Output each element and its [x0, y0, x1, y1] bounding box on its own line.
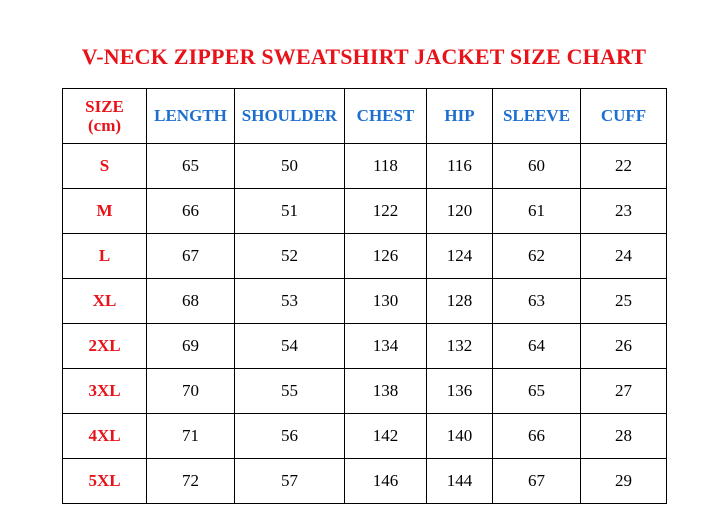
table-row — [63, 189, 667, 234]
table-row — [63, 324, 667, 369]
cell-chest: 134 — [345, 324, 427, 369]
cell-chest: 142 — [345, 414, 427, 459]
cell-length: 66 — [147, 189, 235, 234]
cell-length: 68 — [147, 279, 235, 324]
table-row — [63, 234, 667, 279]
cell-cuff: 23 — [581, 189, 667, 234]
cell-shoulder: 56 — [235, 414, 345, 459]
cell-sleeve: 66 — [493, 414, 581, 459]
cell-sleeve: 61 — [493, 189, 581, 234]
cell-sleeve: 62 — [493, 234, 581, 279]
cell-shoulder: 53 — [235, 279, 345, 324]
cell-hip: 140 — [427, 414, 493, 459]
cell-chest: 126 — [345, 234, 427, 279]
size-chart-table — [62, 88, 667, 504]
cell-size: M — [63, 189, 147, 234]
cell-sleeve: 65 — [493, 369, 581, 414]
table-row — [63, 414, 667, 459]
table-row — [63, 459, 667, 504]
cell-size: XL — [63, 279, 147, 324]
cell-length: 72 — [147, 459, 235, 504]
cell-sleeve: 64 — [493, 324, 581, 369]
cell-cuff: 24 — [581, 234, 667, 279]
table-header-row — [63, 89, 667, 144]
column-header-hip: HIP — [427, 89, 493, 144]
cell-size: L — [63, 234, 147, 279]
cell-shoulder: 52 — [235, 234, 345, 279]
cell-hip: 120 — [427, 189, 493, 234]
cell-cuff: 26 — [581, 324, 667, 369]
table-row — [63, 369, 667, 414]
cell-shoulder: 54 — [235, 324, 345, 369]
cell-shoulder: 55 — [235, 369, 345, 414]
cell-hip: 116 — [427, 144, 493, 189]
cell-size: 3XL — [63, 369, 147, 414]
cell-size: 4XL — [63, 414, 147, 459]
column-header-size — [63, 89, 147, 144]
page-title: V-NECK ZIPPER SWEATSHIRT JACKET SIZE CHART — [81, 44, 647, 69]
cell-cuff: 27 — [581, 369, 667, 414]
cell-chest: 130 — [345, 279, 427, 324]
cell-length: 67 — [147, 234, 235, 279]
cell-length: 70 — [147, 369, 235, 414]
cell-size: 2XL — [63, 324, 147, 369]
cell-shoulder: 50 — [235, 144, 345, 189]
cell-chest: 138 — [345, 369, 427, 414]
column-header-length: LENGTH — [147, 89, 235, 144]
size-chart-table-wrapper — [62, 88, 666, 504]
cell-hip: 144 — [427, 459, 493, 504]
table-header — [63, 89, 667, 144]
column-header-size-line1: SIZE — [85, 96, 124, 116]
cell-length: 69 — [147, 324, 235, 369]
table-body — [63, 144, 667, 504]
cell-size: 5XL — [63, 459, 147, 504]
cell-sleeve: 67 — [493, 459, 581, 504]
cell-length: 65 — [147, 144, 235, 189]
cell-hip: 128 — [427, 279, 493, 324]
table-row — [63, 279, 667, 324]
cell-chest: 146 — [345, 459, 427, 504]
cell-chest: 118 — [345, 144, 427, 189]
cell-shoulder: 57 — [235, 459, 345, 504]
column-header-chest: CHEST — [345, 89, 427, 144]
cell-chest: 122 — [345, 189, 427, 234]
table-row — [63, 144, 667, 189]
cell-cuff: 28 — [581, 414, 667, 459]
cell-cuff: 25 — [581, 279, 667, 324]
cell-size: S — [63, 144, 147, 189]
column-header-shoulder: SHOULDER — [235, 89, 345, 144]
cell-hip: 124 — [427, 234, 493, 279]
column-header-size-line2: (cm) — [87, 116, 122, 135]
cell-sleeve: 60 — [493, 144, 581, 189]
cell-cuff: 22 — [581, 144, 667, 189]
column-header-cuff: CUFF — [581, 89, 667, 144]
cell-cuff: 29 — [581, 459, 667, 504]
column-header-sleeve: SLEEVE — [493, 89, 581, 144]
cell-hip: 132 — [427, 324, 493, 369]
cell-sleeve: 63 — [493, 279, 581, 324]
cell-shoulder: 51 — [235, 189, 345, 234]
cell-length: 71 — [147, 414, 235, 459]
cell-hip: 136 — [427, 369, 493, 414]
